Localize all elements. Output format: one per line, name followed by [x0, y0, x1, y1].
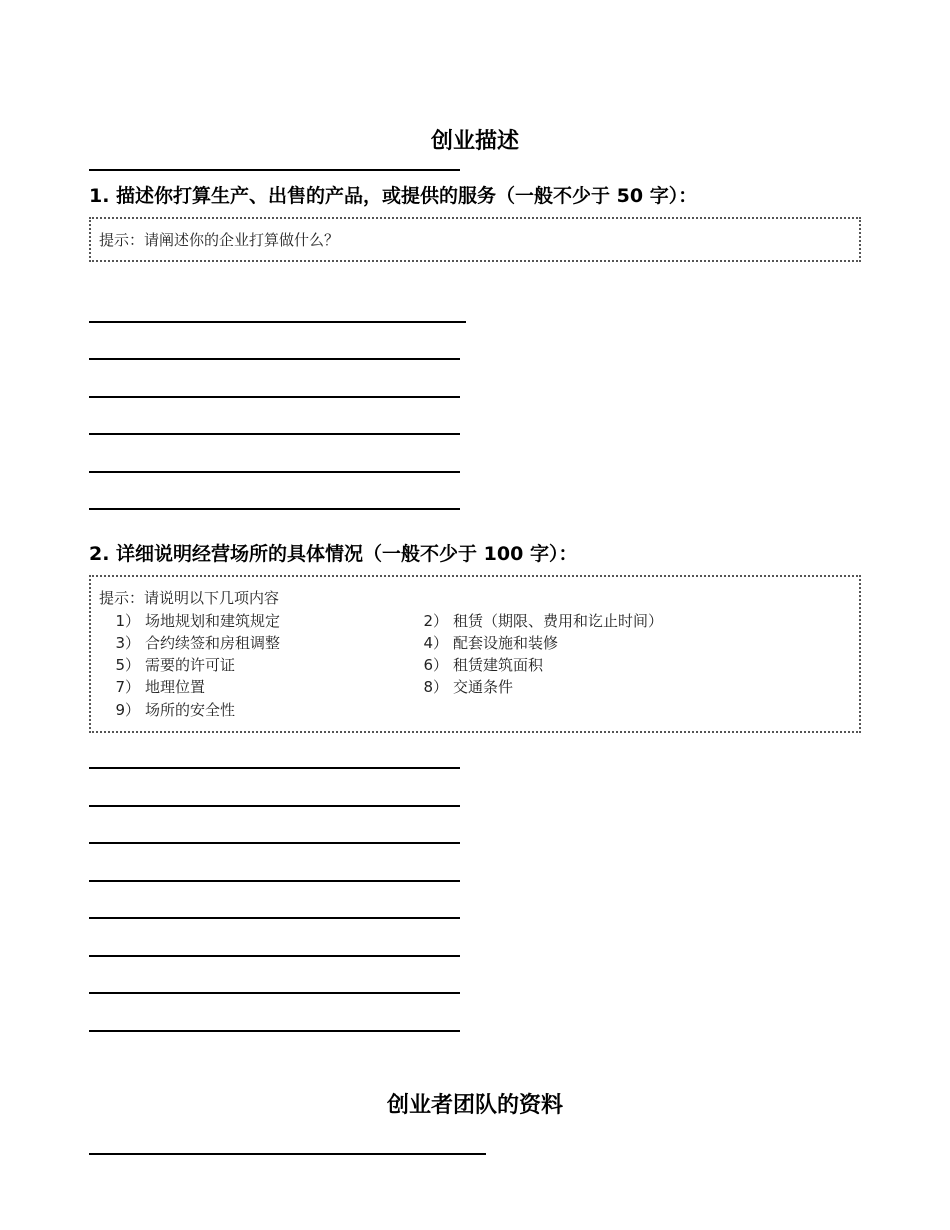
answer-line[interactable]: [89, 358, 460, 360]
hint-item: 7） 地理位置: [115, 678, 206, 696]
answer-line[interactable]: [89, 433, 460, 435]
answer-line[interactable]: [89, 842, 460, 844]
answer-line[interactable]: [89, 396, 460, 398]
hint-box-1: [89, 217, 861, 262]
answer-line[interactable]: [89, 917, 460, 919]
answer-line[interactable]: [89, 321, 466, 323]
hint-item: 3） 合约续签和房租调整: [115, 634, 281, 652]
section-title: 创业者团队的资料: [386, 1093, 563, 1118]
hint-item: 5） 需要的许可证: [115, 656, 236, 674]
hint-item: 2） 租赁（期限、费用和讫止时间）: [423, 612, 664, 630]
answer-line[interactable]: [89, 767, 460, 769]
question-1: 1. 描述你打算生产、出售的产品，或提供的服务（一般不少于 50 字）：: [89, 185, 698, 207]
hint-title: 提示：请说明以下几项内容: [99, 589, 280, 607]
section-title: 创业描述: [430, 129, 519, 154]
answer-line[interactable]: [89, 1030, 460, 1032]
answer-line[interactable]: [89, 471, 460, 473]
hint-text: 提示：请阐述你的企业打算做什么？: [99, 231, 340, 249]
hint-item: 8） 交通条件: [423, 678, 514, 696]
hint-box-2: [89, 575, 861, 733]
hint-item: 9） 场所的安全性: [115, 701, 236, 719]
question-2: 2. 详细说明经营场所的具体情况（一般不少于 100 字）：: [89, 543, 578, 565]
hint-item: 1） 场地规划和建筑规定: [115, 612, 281, 630]
answer-line[interactable]: [89, 880, 460, 882]
answer-line[interactable]: [89, 1153, 486, 1155]
answer-line[interactable]: [89, 955, 460, 957]
title-underline: [89, 169, 460, 171]
answer-line[interactable]: [89, 805, 460, 807]
answer-line[interactable]: [89, 992, 460, 994]
hint-item: 4） 配套设施和装修: [423, 634, 559, 652]
hint-item: 6） 租赁建筑面积: [423, 656, 544, 674]
answer-line[interactable]: [89, 508, 460, 510]
